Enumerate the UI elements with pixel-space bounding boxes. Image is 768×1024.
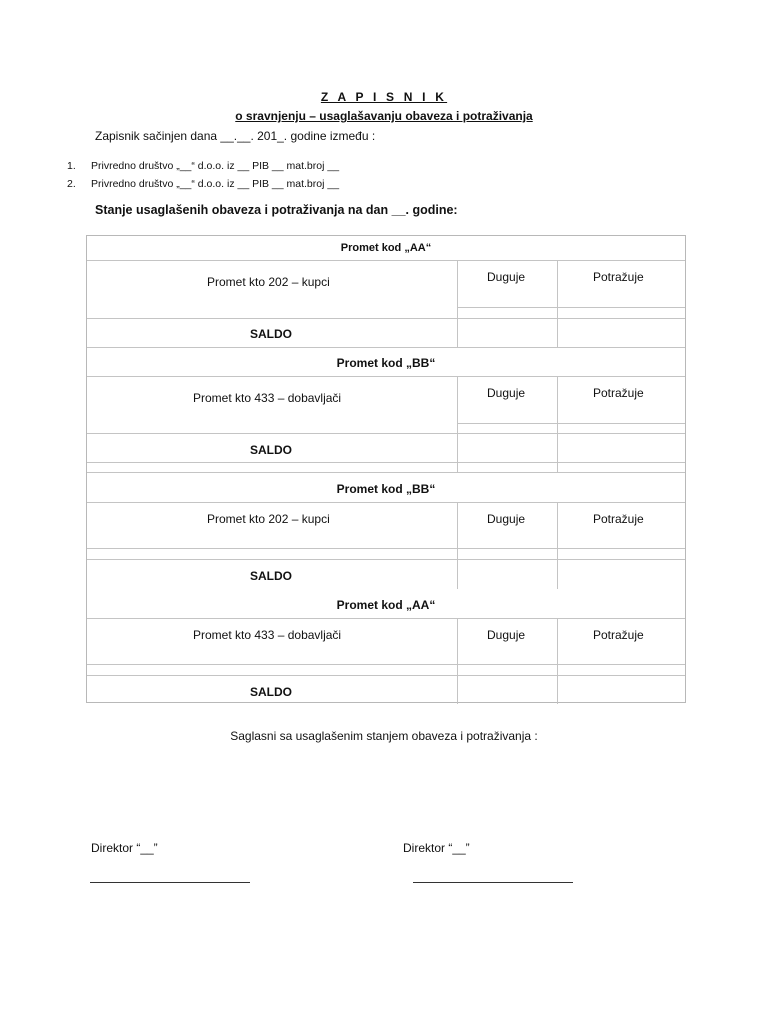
signature-line-left	[90, 882, 250, 883]
reconciliation-table	[86, 235, 686, 703]
credit-header: Potražuje	[593, 628, 644, 642]
section-heading: Promet kod „BB“	[336, 356, 436, 370]
party-number: 1.	[67, 160, 76, 172]
director-label-left: Direktor “__”	[91, 841, 158, 855]
document-subtitle: o sravnjenju – usaglašavanju obaveza i potraživanja	[235, 109, 533, 123]
party-text: Privredno društvo „__“ d.o.o. iz __ PIB __ mat.broj __	[91, 160, 340, 172]
account-label: Promet kto 433 – dobavljači	[193, 391, 342, 405]
party-item-2	[67, 178, 339, 190]
signature-line-right	[413, 882, 573, 883]
party-text: Privredno društvo „__“ d.o.o. iz __ PIB __ mat.broj __	[91, 178, 340, 190]
party-number: 2.	[67, 178, 76, 190]
account-label: Promet kto 202 – kupci	[207, 275, 330, 289]
agreement-line: Saglasni sa usaglašenim stanjem obaveza i potraživanja :	[230, 729, 538, 743]
director-label-right: Direktor “__”	[403, 841, 470, 855]
account-label: Promet kto 202 – kupci	[207, 512, 330, 526]
credit-header: Potražuje	[593, 270, 644, 284]
party-item-1	[67, 160, 339, 172]
document-title: Z A P I S N I K	[320, 90, 448, 104]
saldo-label: SALDO	[250, 685, 292, 699]
debit-header: Duguje	[487, 270, 526, 284]
intro-line: Zapisnik sačinjen dana __.__. 201_. godine između :	[95, 129, 376, 143]
debit-header: Duguje	[487, 628, 526, 642]
saldo-label: SALDO	[250, 443, 292, 457]
debit-header: Duguje	[487, 386, 526, 400]
account-label: Promet kto 433 – dobavljači	[193, 628, 342, 642]
credit-header: Potražuje	[593, 512, 644, 526]
section-heading: Promet kod „AA“	[340, 242, 432, 254]
section-heading: Promet kod „AA“	[336, 598, 436, 612]
saldo-label: SALDO	[250, 327, 292, 341]
section-heading: Promet kod „BB“	[336, 482, 436, 496]
debit-header: Duguje	[487, 512, 526, 526]
saldo-label: SALDO	[250, 569, 292, 583]
credit-header: Potražuje	[593, 386, 644, 400]
state-line: Stanje usaglašenih obaveza i potraživanja na dan __. godine:	[95, 203, 458, 217]
